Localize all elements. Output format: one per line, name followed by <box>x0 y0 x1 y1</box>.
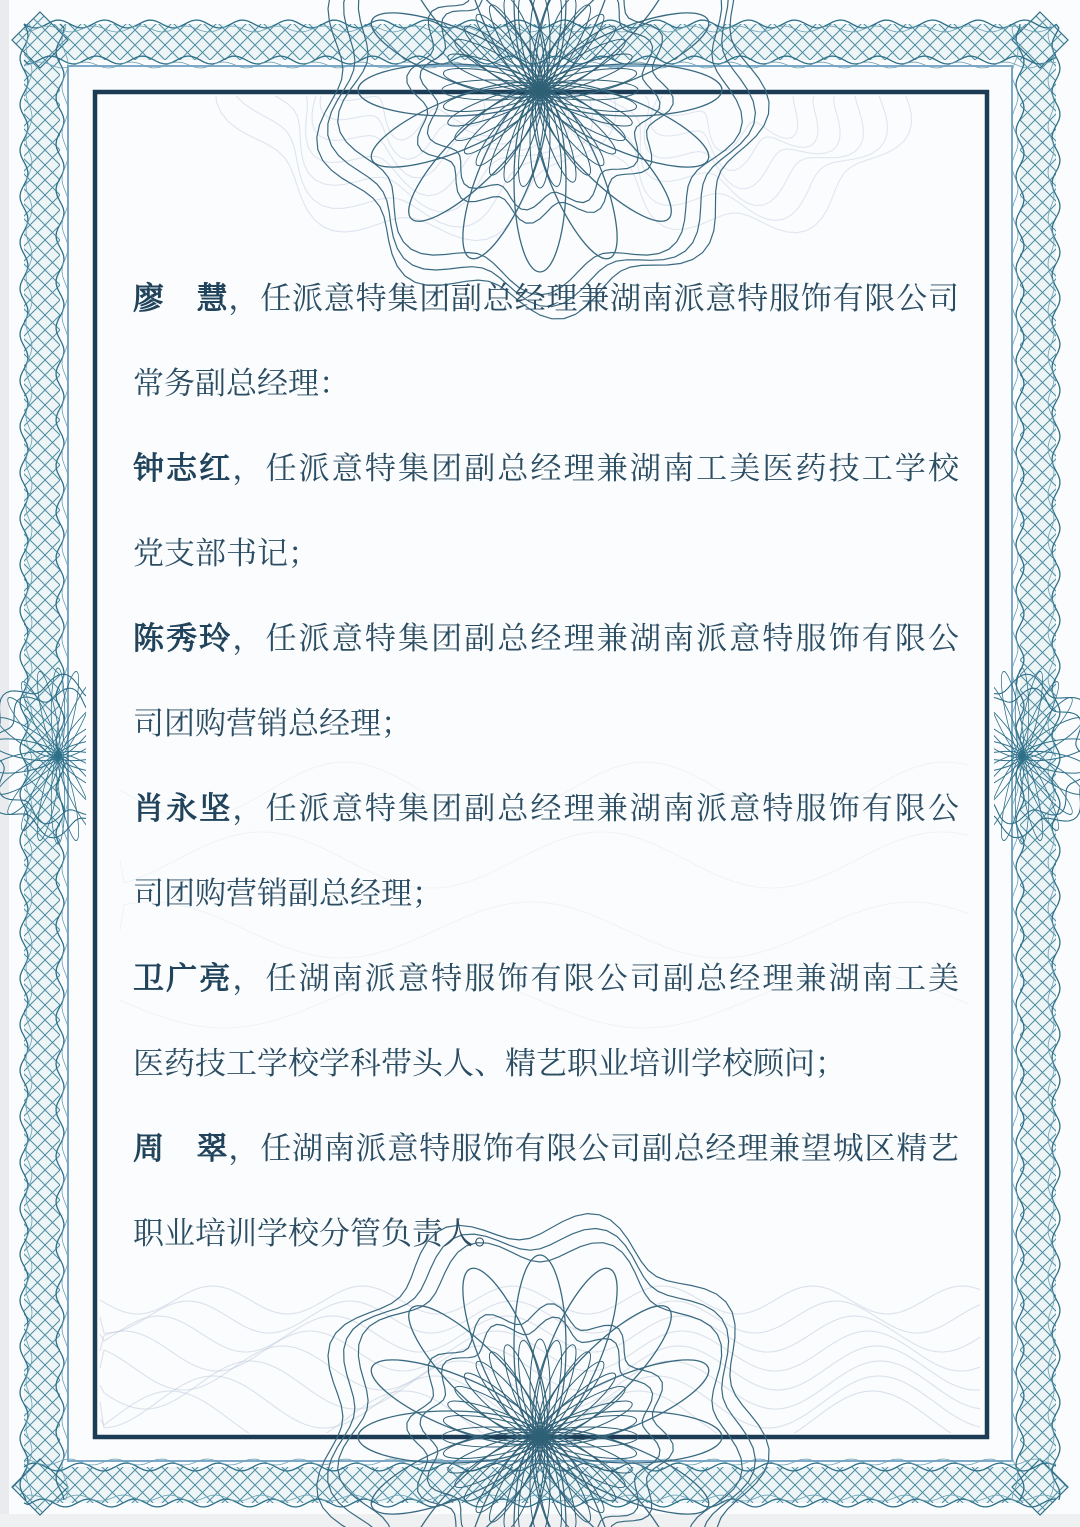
appointment-line: 医药技工学校学科带头人、精艺职业培训学校顾问； <box>133 1046 846 1081</box>
appointment-text-block <box>133 256 959 1276</box>
bottom-edge-strip <box>0 1514 1080 1527</box>
appointment-text: ，任派意特集团副总经理兼湖南派意特服饰有限公 <box>232 791 959 826</box>
appointment-line: 司团购营销副总经理； <box>133 876 443 911</box>
appointment-text: ，任派意特集团副总经理兼湖南工美医药技工学校 <box>232 451 959 486</box>
appointment-line <box>133 936 959 1021</box>
appointment-line: 职业培训学校分管负责人。 <box>133 1216 505 1251</box>
appointment-line: 常务副总经理： <box>133 366 350 401</box>
appointment-line: 党支部书记； <box>133 536 319 571</box>
person-name: 卫广亮 <box>133 961 233 996</box>
appointment-line <box>133 596 959 681</box>
appointment-text: ，任派意特集团副总经理兼湖南派意特服饰有限公 <box>232 621 959 656</box>
person-name: 肖永坚 <box>133 791 233 826</box>
person-name: 钟志红 <box>133 451 233 486</box>
person-name: 陈秀玲 <box>133 621 233 656</box>
appointment-line: 司团购营销总经理； <box>133 706 412 741</box>
appointment-line <box>133 256 959 341</box>
appointment-text: ，任湖南派意特服饰有限公司副总经理兼望城区精艺 <box>228 1131 960 1166</box>
person-name: 周 翠 <box>133 1131 229 1166</box>
left-edge-strip <box>0 0 9 1527</box>
appointment-line <box>133 766 959 851</box>
appointment-text: ，任派意特集团副总经理兼湖南派意特服饰有限公司 <box>228 281 960 316</box>
appointment-text: ，任湖南派意特服饰有限公司副总经理兼湖南工美 <box>232 961 959 996</box>
person-name: 廖 慧 <box>133 281 229 316</box>
appointment-line <box>133 1106 959 1191</box>
appointment-line <box>133 426 959 511</box>
